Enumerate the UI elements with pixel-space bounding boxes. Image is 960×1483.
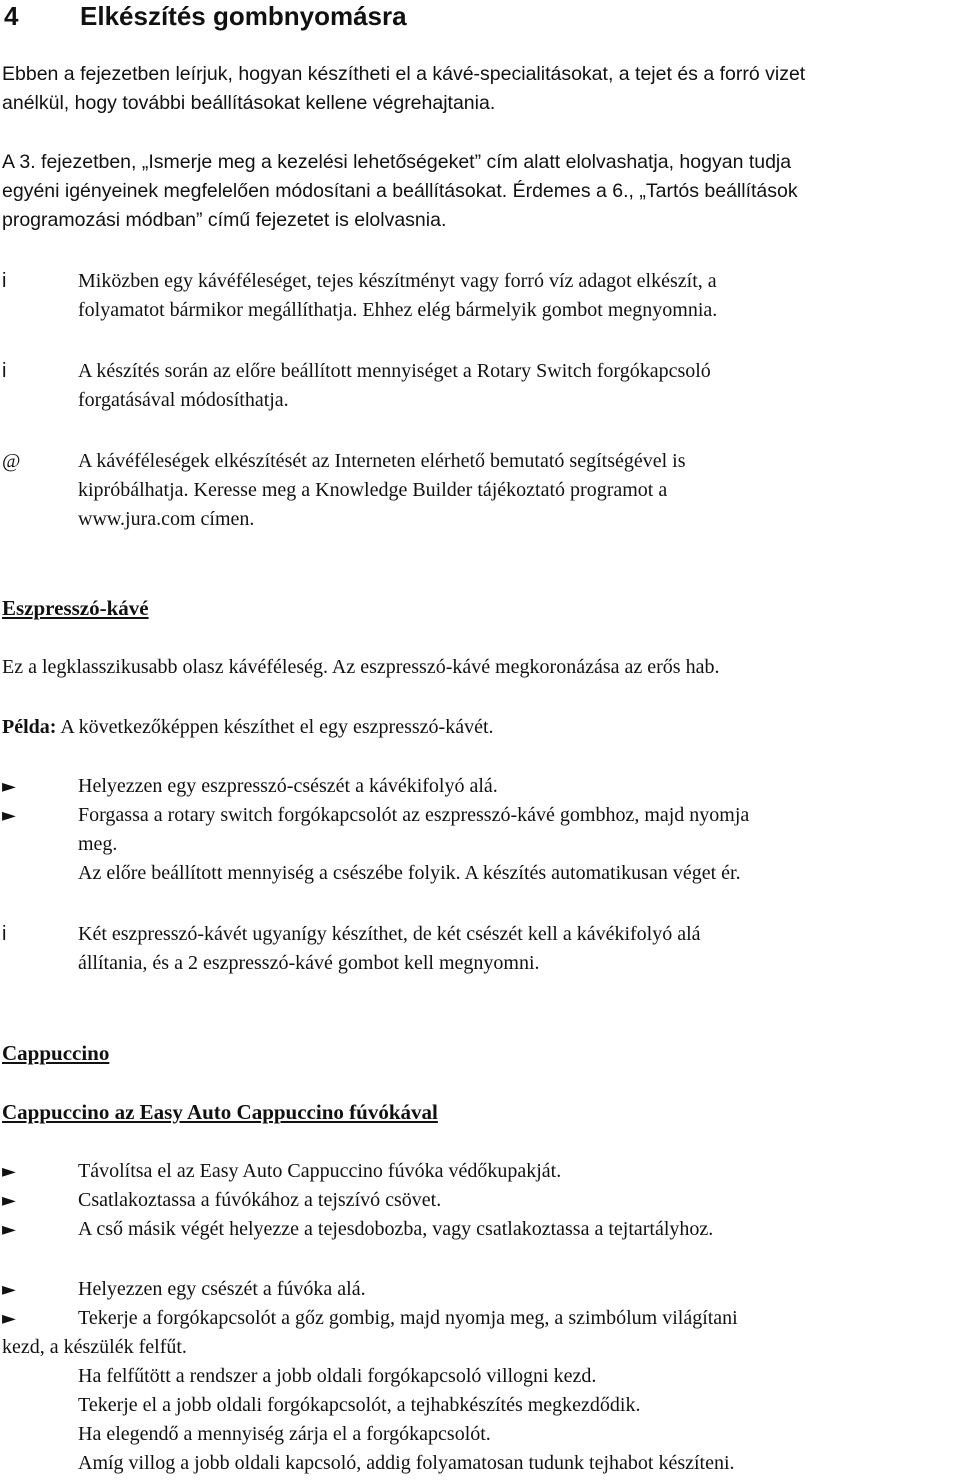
text-line: Ha felfűtött a rendszer a jobb oldali forgókapcsoló villogni kezd.	[78, 1365, 597, 1387]
text-line: Forgassa a rotary switch forgókapcsolót az eszpresszó-kávé gombhoz, majd nyomja	[78, 804, 750, 826]
section-heading-espresso: Eszpresszó-kávé	[2, 596, 149, 620]
arrow-icon: ►	[2, 1161, 16, 1182]
step-text: A cső másik végét helyezze a tejesdobozba, vagy csatlakoztassa a tejtartályhoz.	[78, 1218, 714, 1240]
text-line: Tekerje a forgókapcsolót a gőz gombig, majd nyomja meg, a szimbólum világítani	[78, 1307, 738, 1329]
arrow-icon: ►	[2, 805, 16, 826]
example-label: Példa:	[2, 716, 57, 738]
arrow-icon: ►	[2, 776, 16, 797]
text-line: Két eszpresszó-kávét ugyanígy készíthet, de két csészét kell a kávékifolyó alá	[78, 923, 701, 945]
info-icon: i	[2, 270, 7, 292]
text-line: Az előre beállított mennyiség a csészébe folyik. A készítés automatikusan véget ér.	[78, 862, 741, 884]
arrow-icon: ►	[2, 1308, 16, 1329]
text-line: anélkül, hogy további beállításokat kellene végrehajtania.	[2, 92, 496, 114]
intro-paragraph-2	[2, 148, 958, 235]
text-line: www.jura.com címen.	[78, 508, 255, 530]
chapter-number: 4	[4, 1, 19, 31]
text-line: folyamatot bármikor megállíthatja. Ehhez elég bármelyik gombot megnyomnia.	[78, 299, 718, 321]
text-line: Ebben a fejezetben leírjuk, hogyan készítheti el a kávé-specialitásokat, a tejet és a forró vizet	[2, 63, 806, 85]
text-line: egyéni igényeinek megfelelően módosítani a beállításokat. Érdemes a 6., „Tartós beállítások	[2, 180, 798, 202]
arrow-icon: ►	[2, 1190, 16, 1211]
continuation-text	[78, 1362, 956, 1478]
text-line: Tekerje el a jobb oldali forgókapcsolót, a tejhabkészítés megkezdődik.	[78, 1394, 641, 1416]
chapter-title: Elkészítés gombnyomásra	[80, 1, 407, 31]
text-line: kipróbálhatja. Keresse meg a Knowledge Builder tájékoztató programot a	[78, 479, 668, 501]
text-line: Amíg villog a jobb oldali kapcsoló, addig folyamatosan tudunk tejhabot készíteni.	[78, 1452, 735, 1474]
step-text: Csatlakoztassa a fúvókához a tejszívó csövet.	[78, 1189, 442, 1211]
chapter-heading	[4, 0, 407, 32]
text-line: Miközben egy kávéféleséget, tejes készítményt vagy forró víz adagot elkészít, a	[78, 270, 717, 292]
step-item	[2, 1304, 958, 1362]
step-text: Távolítsa el az Easy Auto Cappuccino fúvóka védőkupakját.	[78, 1160, 562, 1182]
text-line: meg.	[78, 833, 118, 855]
step-text: Helyezzen egy eszpresszó-csészét a kávékifolyó alá.	[78, 775, 498, 797]
text-line: A kávéféleségek elkészítését az Interneten elérhető bemutató segítségével is	[78, 450, 686, 472]
text-line: kezd, a készülék felfűt.	[2, 1336, 187, 1358]
text-line: programozási módban” című fejezetet is elolvasnia.	[2, 209, 447, 231]
info-icon: i	[2, 923, 7, 945]
text-line: állítania, és a 2 eszpresszó-kávé gombot kell megnyomni.	[78, 952, 540, 974]
example-text: A következőképpen készíthet el egy eszpresszó-kávét.	[56, 716, 494, 738]
section-heading-cappuccino: Cappuccino	[2, 1041, 110, 1065]
step-text: Helyezzen egy csészét a fúvóka alá.	[78, 1278, 366, 1300]
text-line: forgatásával módosíthatja.	[78, 389, 289, 411]
espresso-description: Ez a legklasszikusabb olasz kávéféleség. Az eszpresszó-kávé megkoronázása az erős hab.	[2, 656, 720, 678]
example-line	[2, 713, 958, 742]
text-line: A készítés során az előre beállított mennyiséget a Rotary Switch forgókapcsoló	[78, 360, 711, 382]
arrow-icon: ►	[2, 1279, 16, 1300]
text-line: A 3. fejezetben, „Ismerje meg a kezelési lehetőségeket” cím alatt elolvashatja, hogyan tudja	[2, 151, 792, 173]
subsection-heading: Cappuccino az Easy Auto Cappuccino fúvókával	[2, 1100, 438, 1124]
intro-paragraph-1	[2, 60, 958, 118]
at-sign-icon: @	[2, 450, 21, 472]
arrow-icon: ►	[2, 1219, 16, 1240]
info-icon: i	[2, 360, 7, 382]
text-line: Ha elegendő a mennyiség zárja el a forgókapcsolót.	[78, 1423, 491, 1445]
